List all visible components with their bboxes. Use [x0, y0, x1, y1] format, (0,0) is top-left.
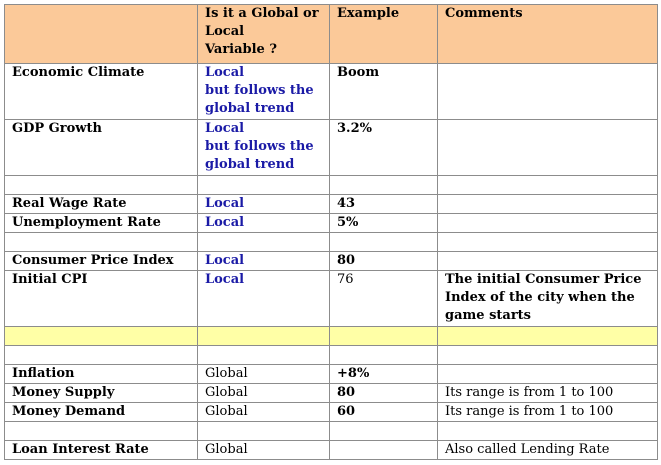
table-row	[5, 403, 658, 422]
example-cell: 3.2%	[330, 120, 438, 176]
comments-cell	[438, 195, 658, 214]
variable-cell	[5, 176, 198, 195]
example-cell: 80	[330, 252, 438, 271]
variable-cell	[5, 327, 198, 346]
comments-cell	[438, 233, 658, 252]
table-row	[5, 214, 658, 233]
header-row	[5, 5, 658, 64]
example-cell	[330, 233, 438, 252]
header-comments: Comments	[438, 5, 658, 64]
example-cell: 76	[330, 271, 438, 327]
table-row	[5, 120, 658, 176]
comments-cell	[438, 346, 658, 365]
scope-cell: Local	[198, 252, 330, 271]
comments-cell	[438, 252, 658, 271]
example-cell: Boom	[330, 64, 438, 120]
table-row	[5, 441, 658, 460]
variable-cell: GDP Growth	[5, 120, 198, 176]
comments-cell	[438, 120, 658, 176]
example-cell	[330, 176, 438, 195]
table-body	[5, 64, 658, 460]
comments-cell	[438, 176, 658, 195]
table-row	[5, 365, 658, 384]
variable-cell: Money Demand	[5, 403, 198, 422]
scope-cell: Local	[198, 271, 330, 327]
header-scope-text: Is it a Global or Local Variable ?	[205, 6, 319, 57]
example-cell	[330, 441, 438, 460]
variable-cell: Real Wage Rate	[5, 195, 198, 214]
comments-cell	[438, 64, 658, 120]
variable-cell	[5, 422, 198, 441]
table-row	[5, 195, 658, 214]
example-cell: 43	[330, 195, 438, 214]
comments-cell	[438, 365, 658, 384]
scope-cell: Global	[198, 365, 330, 384]
scope-cell: Local but follows the global trend	[198, 120, 330, 176]
header-example: Example	[330, 5, 438, 64]
variable-cell	[5, 233, 198, 252]
table-row	[5, 233, 658, 252]
comments-cell: Also called Lending Rate	[438, 441, 658, 460]
comments-cell: The initial Consumer Price Index of the city when the game starts	[438, 271, 658, 327]
header-scope	[198, 5, 330, 64]
scope-cell	[198, 327, 330, 346]
scope-cell	[198, 422, 330, 441]
comments-cell	[438, 327, 658, 346]
variable-cell: Inflation	[5, 365, 198, 384]
table-row	[5, 271, 658, 327]
comments-cell: Its range is from 1 to 100	[438, 403, 658, 422]
scope-cell: Global	[198, 441, 330, 460]
table-row	[5, 346, 658, 365]
example-cell: 60	[330, 403, 438, 422]
scope-cell: Local	[198, 195, 330, 214]
variable-cell: Economic Climate	[5, 64, 198, 120]
comments-cell	[438, 422, 658, 441]
variable-cell: Initial CPI	[5, 271, 198, 327]
table-row	[5, 422, 658, 441]
example-cell: 5%	[330, 214, 438, 233]
table-row	[5, 384, 658, 403]
table-row	[5, 176, 658, 195]
example-cell	[330, 422, 438, 441]
example-cell	[330, 346, 438, 365]
variable-cell	[5, 346, 198, 365]
variable-cell: Money Supply	[5, 384, 198, 403]
scope-cell: Local but follows the global trend	[198, 64, 330, 120]
variable-cell: Unemployment Rate	[5, 214, 198, 233]
variables-table	[4, 4, 658, 460]
table-row	[5, 252, 658, 271]
scope-cell	[198, 176, 330, 195]
header-variable	[5, 5, 198, 64]
comments-cell	[438, 214, 658, 233]
table-row	[5, 64, 658, 120]
comments-cell: Its range is from 1 to 100	[438, 384, 658, 403]
scope-cell: Local	[198, 214, 330, 233]
variable-cell: Consumer Price Index	[5, 252, 198, 271]
example-cell: +8%	[330, 365, 438, 384]
scope-cell: Global	[198, 384, 330, 403]
scope-cell	[198, 233, 330, 252]
table-row	[5, 327, 658, 346]
example-cell	[330, 327, 438, 346]
variable-cell: Loan Interest Rate	[5, 441, 198, 460]
example-cell: 80	[330, 384, 438, 403]
scope-cell	[198, 346, 330, 365]
scope-cell: Global	[198, 403, 330, 422]
